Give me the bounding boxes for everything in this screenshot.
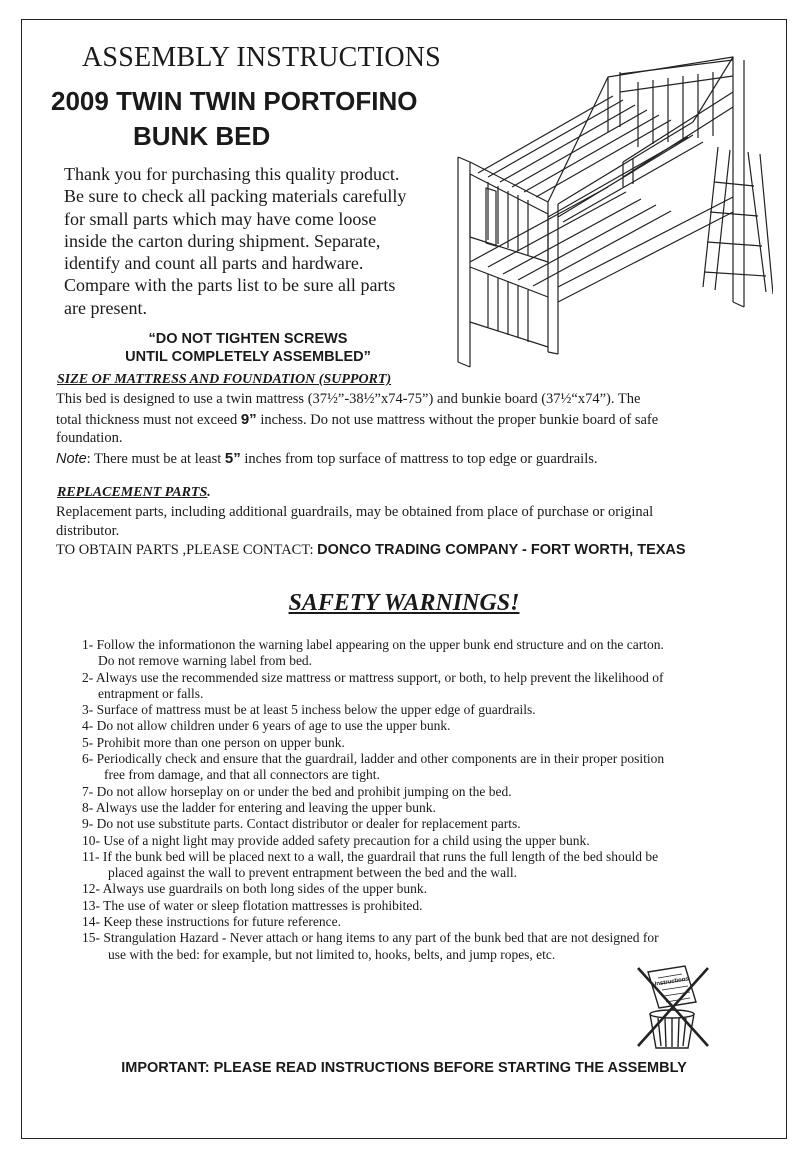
do-not-discard-icon [630, 962, 720, 1052]
note-label: Note [56, 451, 87, 467]
do-not-tighten-warning [98, 330, 398, 366]
max-thickness: 9” [240, 410, 257, 428]
min-clearance: 5” [224, 450, 241, 467]
product-name-line2: BUNK BED [133, 121, 271, 151]
mattress-size-paragraph [56, 390, 756, 448]
product-name-line1: 2009 TWIN TWIN PORTOFINO [51, 86, 418, 116]
bunk-bed-illustration [448, 52, 773, 372]
page-title: ASSEMBLY INSTRUCTIONS [82, 42, 441, 73]
intro-paragraph [64, 163, 436, 319]
instructions-label: Instructions [654, 976, 690, 988]
intro-line: identify and count all parts and hardware. [64, 253, 364, 274]
replacement-parts-heading: REPLACEMENT PARTS. [57, 485, 211, 500]
mattress-line3: foundation. [56, 430, 123, 446]
safety-list [82, 637, 762, 963]
mattress-note: Note: There must be at least 5” inches from top surface of mattress to top edge or guardrails. [56, 450, 598, 467]
mattress-line2: total thickness must not exceed 9” inchess. Do not use mattress without the proper bunkie board of safe [56, 410, 659, 428]
list-item: 5- Prohibit more than one person on upper bunk. [82, 734, 345, 750]
list-item: 4- Do not allow children under 6 years of age to use the upper bunk. [82, 718, 451, 734]
contact-company: DONCO TRADING COMPANY - FORT WORTH, TEXAS [317, 542, 686, 558]
intro-line: inside the carton during shipment. Separate, [64, 230, 381, 251]
mattress-line1: This bed is designed to use a twin mattress (37½”-38½”x74-75”) and bunkie board (37½“x74”). The [56, 391, 641, 407]
replacement-line2: distributor. [56, 522, 120, 539]
list-item: 9- Do not use substitute parts. Contact distributor or dealer for replacement parts. [82, 816, 521, 832]
list-item: 15- Strangulation Hazard - Never attach or hang items to any part of the bunk bed that are not designed for use with the bed: for example, but not limited to, hooks, belts, and jump ropes, etc. [82, 930, 659, 962]
list-item: 10- Use of a night light may provide added safety precaution for a child using the upper bunk. [82, 832, 590, 848]
warning-line: UNTIL COMPLETELY ASSEMBLED” [125, 349, 371, 365]
safety-warnings-heading: SAFETY WARNINGS! [288, 590, 520, 616]
intro-line: Compare with the parts list to be sure all parts [64, 275, 396, 296]
list-item: 8- Always use the ladder for entering and leaving the upper bunk. [82, 799, 436, 815]
replacement-line1: Replacement parts, including additional guardrails, may be obtained from place of purchase or original [56, 504, 654, 520]
important-notice: IMPORTANT: PLEASE READ INSTRUCTIONS BEFORE STARTING THE ASSEMBLY [121, 1060, 687, 1076]
replacement-paragraph [56, 503, 756, 540]
mattress-size-heading: SIZE OF MATTRESS AND FOUNDATION (SUPPORT) [57, 372, 392, 387]
list-item: 7- Do not allow horseplay on or under the bed and prohibit jumping on the bed. [82, 783, 512, 799]
contact-line: TO OBTAIN PARTS ,PLEASE CONTACT: DONCO TRADING COMPANY - FORT WORTH, TEXAS [56, 542, 686, 558]
intro-line: Be sure to check all packing materials carefully [64, 186, 407, 207]
list-item: 13- The use of water or sleep flotation mattresses is prohibited. [82, 897, 423, 913]
intro-line: are present. [64, 297, 147, 318]
list-item: 2- Always use the recommended size mattress or mattress support, or both, to help prevent the likelihood of entrapment or falls. [82, 669, 664, 701]
list-item: 14- Keep these instructions for future reference. [82, 914, 342, 930]
intro-line: for small parts which may have come loose [64, 208, 377, 229]
list-item: 3- Surface of mattress must be at least 5 inchess below the upper edge of guardrails. [82, 702, 536, 718]
warning-line: “DO NOT TIGHTEN SCREWS [148, 331, 348, 347]
list-item: 11- If the bunk bed will be placed next to a wall, the guardrail that runs the full length of the bed should be placed against the wall to prevent entrapment between the bed and the wall. [82, 848, 659, 881]
intro-line: Thank you for purchasing this quality product. [64, 164, 400, 184]
list-item: 1- Follow the informationon the warning label appearing on the upper bunk end structure and on the carton. Do not remove warning label from bed. [82, 637, 664, 669]
list-item: 12- Always use guardrails on both long sides of the upper bunk. [82, 881, 427, 897]
list-item: 6- Periodically check and ensure that the guardrail, ladder and other components are in their proper position free from damage, and that all connectors are tight. [82, 751, 665, 783]
